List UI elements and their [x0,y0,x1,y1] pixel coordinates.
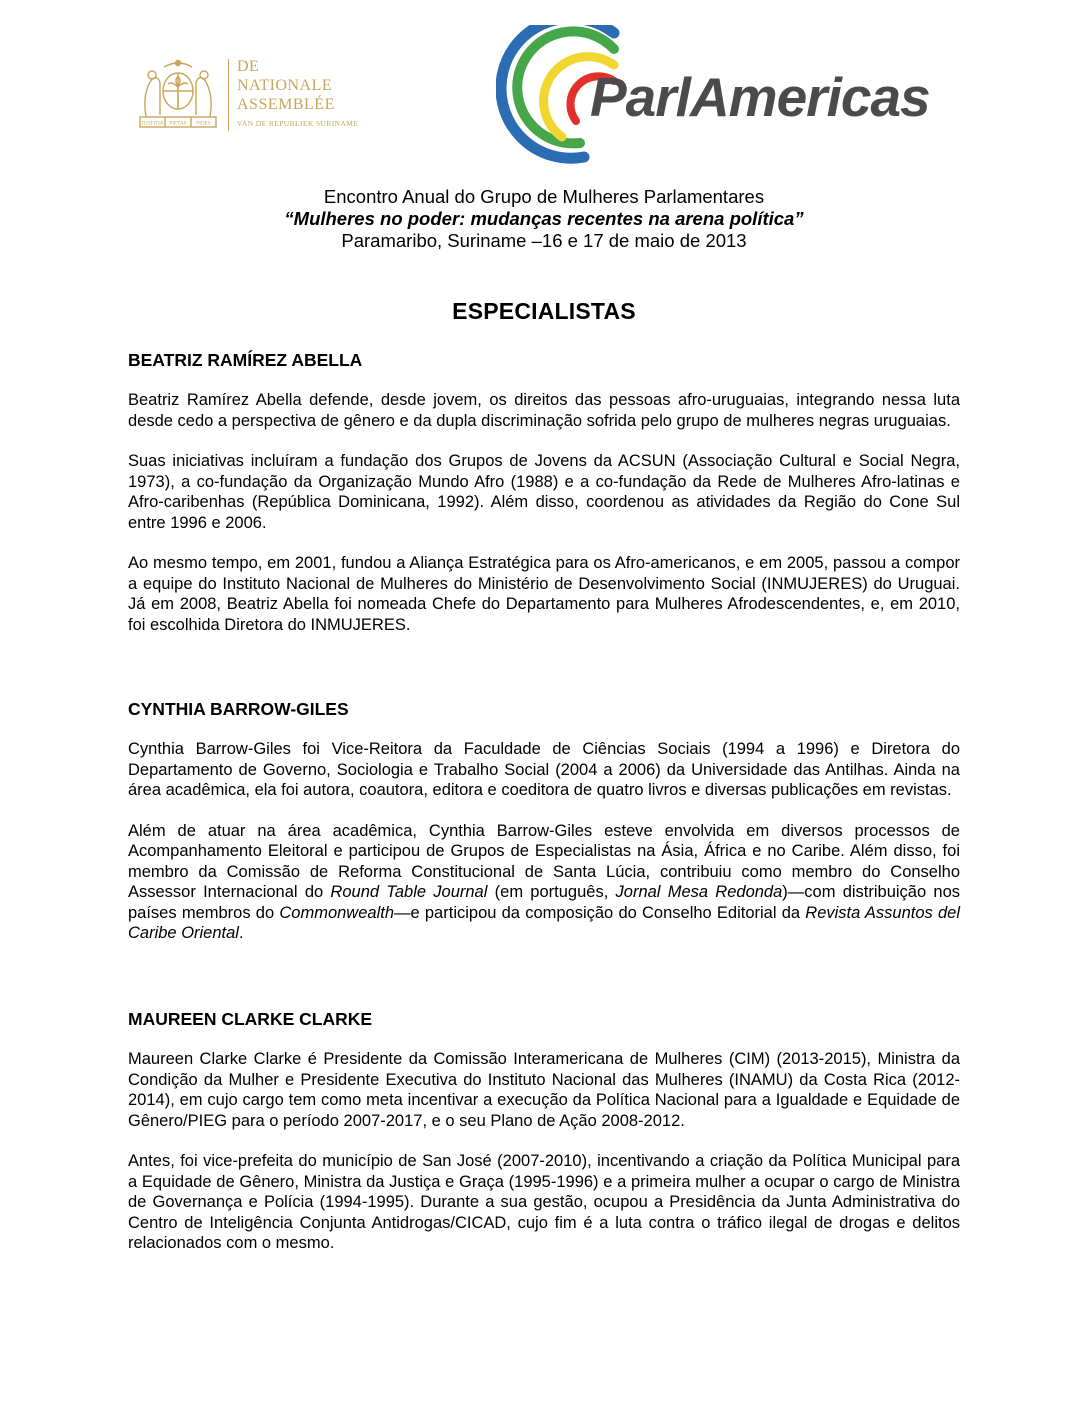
nationale-assemblee-logo [134,55,359,135]
speaker-paragraph: Antes, foi vice-prefeita do município de San José (2007-2010), incentivando a criação da Política Municipal para a Equidade de Gênero, Ministra da Justiça e Graça (1995-1996) e a primeira mulher a ocupar o cargo de Ministra de Governança e Polícia (1994-1995). Durante a sua gestão, ocupou a Presidência da Junta Administrativa do Centro de Inteligência Conjunta Antidrogas/CICAD, cujo fim é a luta contra o tráfico ilegal de drogas e delitos relacionados com o mesmo. [128,1152,960,1252]
speaker-name: BEATRIZ RAMÍREZ ABELLA [128,350,363,370]
speaker-paragraph [128,821,960,944]
organization-name: Commonwealth [279,903,394,922]
text-run: (em português, [487,883,616,901]
assembly-subtitle: VAN DE REPUBLIEK SURINAME [237,119,359,128]
speaker-paragraph: Cynthia Barrow-Giles foi Vice-Reitora da Faculdade de Ciências Sociais (1994 a 1996) e Diretora do Departamento de Governo, Sociologia e Trabalho Social (2004 a 2006) da Universidade das Antilhas. Ainda na área acadêmica, ela foi autora, coautora, editora e coeditora de quatro livros e diversas publicações em revistas. [128,740,960,799]
seal-motto-pietas: PIETAS [169,120,187,127]
speaker-paragraph: Maureen Clarke Clarke é Presidente da Comissão Interamericana de Mulheres (CIM) (2013-2015), Ministra da Condição da Mulher e Presidente Executiva do Instituto Nacional das Mulheres (INAMU) da Costa Rica (2012-2014), em cujo cargo tem como meta incentivar a execução da Política Nacional para a Igualdade e Equidade de Gênero/PIEG para o período 2007-2017, e o seu Plano de Ação 2008-2012. [128,1050,960,1130]
publication-title: Round Table Journal [330,883,488,901]
logo-divider [228,59,229,131]
speaker-section-ramirez [128,349,960,635]
seal-motto-justitia: JUSTITIA [141,120,164,127]
parlamericas-wordmark: ParlAmericas [590,66,930,128]
assembly-name-line-3: ASSEMBLÉE [237,96,335,113]
text-run: —e participou da composição do Conselho Editorial da [394,903,806,922]
event-location-date: Paramaribo, Suriname –16 e 17 de maio de 2013 [341,230,747,251]
assembly-name-line-2: NATIONALE [237,77,333,94]
speaker-name: CYNTHIA BARROW-GILES [128,699,349,719]
event-theme: “Mulheres no poder: mudanças recentes na arena política” [284,208,804,229]
assembly-name [237,57,335,114]
speaker-section-clarke [128,1008,960,1254]
publication-title: Jornal Mesa Redonda [615,883,783,901]
seal-motto-fides: FIDES [196,120,211,127]
speaker-section-barrow-giles [128,698,960,944]
speaker-name: MAUREEN CLARKE CLARKE [128,1009,373,1029]
speaker-paragraph: Beatriz Ramírez Abella defende, desde jovem, os direitos das pessoas afro-uruguaias, integrando nessa luta desde cedo a perspectiva de gênero e da dupla discriminação sofrida pelo grupo de mulheres negras uruguaias. [128,391,960,430]
text-run: Além de atuar na área acadêmica, Cynthia Barrow-Giles esteve envolvida em diversos processos de Acompanhamento Eleitoral e participou de Grupos de Especialistas na Ásia, África e no Caribe. Além disso, foi membro da Comissão de Reforma Constitucional de Santa Lúcia, contribuiu como membro do Conselho Assessor Internacional do [128,821,960,901]
text-run: )—com distribuição nos países membros do [128,883,960,922]
publication-title: Revista Assuntos del Caribe Oriental [128,903,961,942]
speaker-paragraph: Ao mesmo tempo, em 2001, fundou a Aliança Estratégica para os Afro-americanos, e em 2005, passou a compor a equipe do Instituto Nacional de Mulheres do Ministério de Desenvolvimento Social (INMUJERES) do Uruguai. Já em 2008, Beatriz Abella foi nomeada Chefe do Departamento para Mulheres Afrodescendentes, e, em 2010, foi escolhida Diretora do INMUJERES. [128,554,960,634]
speaker-paragraph: Suas iniciativas incluíram a fundação dos Grupos de Jovens da ACSUN (Associação Cultural e Social Negra, 1973), a co-fundação da Organização Mundo Afro (1988) e a co-fundação da Rede de Mulheres Afro-latinas e Afro-caribenhas (República Dominicana, 1992). Além disso, coordenou as atividades da Região do Cone Sul entre 1996 e 2006. [128,452,960,532]
text-run: . [238,924,244,942]
suriname-coat-of-arms-icon [134,57,222,133]
event-title: Encontro Anual do Grupo de Mulheres Parlamentares [323,186,765,207]
page-title: ESPECIALISTAS [452,298,636,324]
assembly-name-line-1: DE [237,58,260,75]
parlamericas-logo [496,25,966,175]
